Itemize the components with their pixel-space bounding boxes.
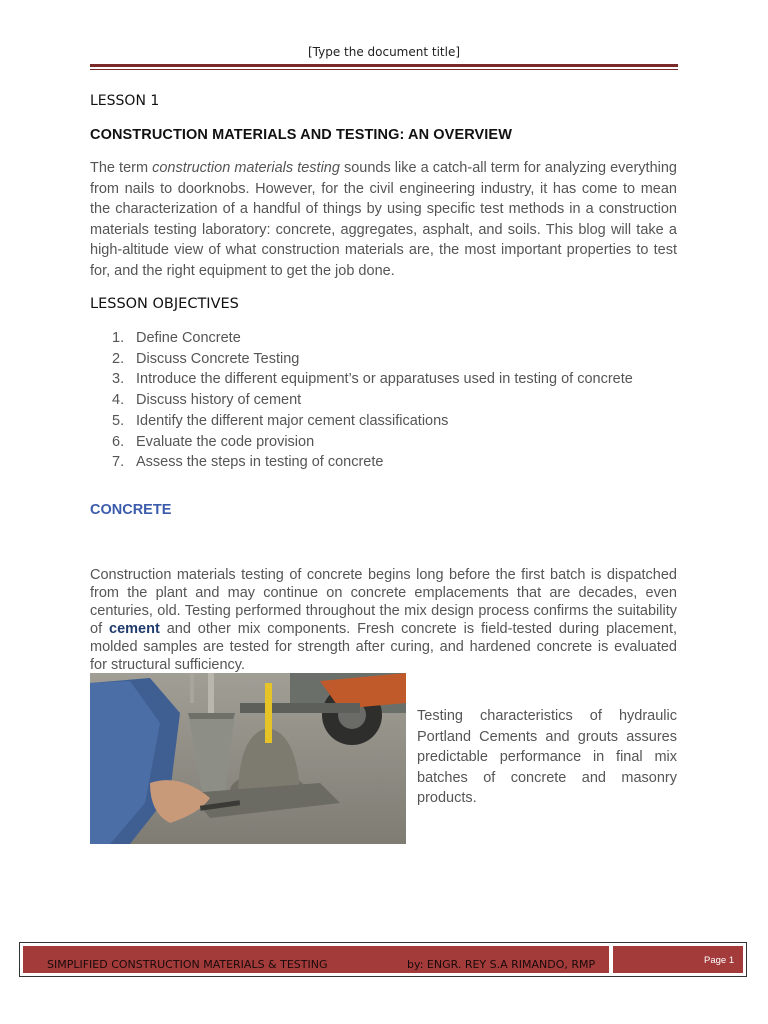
photo-caption: Testing characteristics of hydraulic Portland Cements and grouts assures predictable performance in final mix batches of concrete and masonry products. <box>417 708 677 806</box>
lesson-label: LESSON 1 <box>90 93 160 109</box>
list-text: Discuss history of cement <box>136 392 302 409</box>
list-text: Identify the different major cement classifications <box>136 412 449 429</box>
header-rule-thin <box>90 69 678 70</box>
list-number: 5. <box>112 412 125 429</box>
list-number: 2. <box>112 350 125 367</box>
concrete-text-part2: and other mix components. Fresh concrete is field-tested during placement, molded samples are tested for strength after curing, and hardened concrete is evaluated for structural sufficiency. <box>90 621 678 673</box>
footer-author: by: ENGR. REY S.A RIMANDO, RMP <box>407 958 596 971</box>
objectives-list <box>112 328 633 473</box>
cement-link[interactable]: cement <box>109 621 160 637</box>
list-text: Discuss Concrete Testing <box>136 350 300 367</box>
list-number: 1. <box>112 330 125 346</box>
list-item <box>112 432 633 453</box>
list-item <box>112 328 633 349</box>
list-text: Define Concrete <box>136 330 241 346</box>
list-number: 3. <box>112 371 125 388</box>
concrete-text-part1: Construction materials testing of concrete begins long before the first batch is dispatched from the plant and may continue on concrete emplacements that are decades, even centuries, old. Testing performed throughout the mix design process confirms the suitability of <box>90 567 677 637</box>
list-item <box>112 349 633 370</box>
intro-paragraph <box>90 158 677 281</box>
list-number: 6. <box>112 433 125 450</box>
list-text: Assess the steps in testing of concrete <box>136 454 384 471</box>
document-title: [Type the document title] <box>307 45 461 59</box>
header-rule <box>90 64 678 67</box>
list-text: Introduce the different equipment’s or apparatuses used in testing of concrete <box>136 371 633 388</box>
objectives-heading: LESSON OBJECTIVES <box>90 296 239 312</box>
footer-title: SIMPLIFIED CONSTRUCTION MATERIALS & TESTING <box>47 958 328 971</box>
slump-test-photo <box>90 673 406 844</box>
concrete-paragraph <box>90 566 677 674</box>
page-heading: CONSTRUCTION MATERIALS AND TESTING: AN OVERVIEW <box>90 127 512 143</box>
concrete-heading: CONCRETE <box>90 502 172 518</box>
intro-lead: The term <box>90 160 153 176</box>
list-item <box>112 411 633 432</box>
page-number: Page 1 <box>704 955 735 966</box>
list-item <box>112 369 633 390</box>
list-number: 4. <box>112 392 125 409</box>
list-text: Evaluate the code provision <box>136 433 315 450</box>
list-item <box>112 452 633 473</box>
intro-emphasis: construction materials testing <box>152 160 340 176</box>
intro-rest: sounds like a catch-all term for analyzing everything from nails to doorknobs. However, for the civil engineering industry, it has come to mean the characterization of a handful of things by using specific test methods in a construction materials testing laboratory: concrete, aggregates, asphalt, and soils. This blog will take a high-altitude view of what construction materials are, the most important properties to test for, and the right equipment to get the job done. <box>90 160 677 279</box>
list-item <box>112 390 633 411</box>
list-number: 7. <box>112 454 125 471</box>
